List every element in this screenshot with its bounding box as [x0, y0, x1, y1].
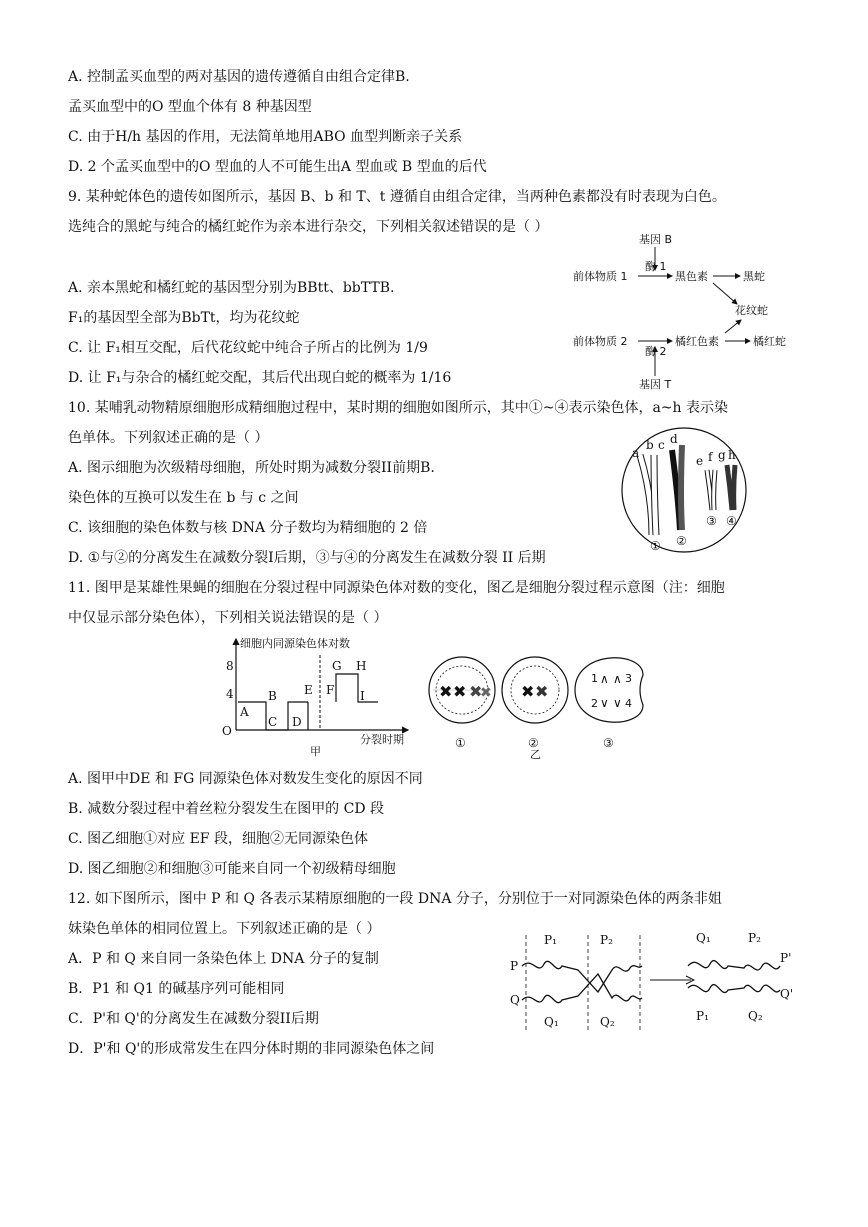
q-prime-label: Q'	[780, 987, 794, 1001]
option-c-q9: C. 让 F₁相互交配，后代花纹蛇中纯合子所占的比例为 1/9	[68, 340, 428, 356]
chromatid-c: c	[658, 438, 665, 452]
ytick-8: 8	[226, 659, 234, 673]
segment-label-d: D	[292, 715, 302, 729]
chart-caption-jia: 甲	[310, 745, 321, 758]
ytick-4: 4	[226, 687, 234, 701]
option-c-q8: C. 由于H/h 基因的作用，无法简单地用ABO 血型判断亲子关系	[68, 129, 463, 145]
chromatid-h: h	[728, 448, 736, 462]
black-pigment-label: 黑色素	[675, 270, 708, 283]
segment-label-g: G	[332, 659, 342, 673]
caption-yi: 乙	[530, 748, 541, 760]
cell-division-diagram	[425, 645, 655, 760]
chromosome-v-3: ∨	[600, 696, 609, 710]
chromosome-1: ①	[650, 539, 661, 553]
q1-label: Q₁	[544, 1015, 559, 1029]
segment-label-f: F	[326, 683, 335, 697]
question-9-stem: 9. 某种蛇体色的遗传如图所示，基因 B、b 和 T、t 遵循自由组合定律，当两种色素都没有时表现为白色。	[68, 189, 726, 205]
chromosome-v-2: ∧	[613, 672, 622, 686]
chromatid-g: g	[718, 448, 726, 462]
segment-label-i: I	[360, 689, 365, 703]
option-c-q12: C．P'和 Q'的分离发生在减数分裂II后期	[68, 1011, 319, 1027]
option-b-q10: 染色体的互换可以发生在 b 与 c 之间	[68, 490, 299, 506]
question-9-stem-2: 选纯合的黑蛇与纯合的橘红蛇作为亲本进行杂交，下列相关叙述错误的是（ ）	[68, 219, 549, 235]
p-label: P	[510, 959, 519, 973]
p1-label: P₁	[544, 933, 557, 947]
chromosome-x-5: ✖	[521, 682, 535, 701]
gene-t-label: 基因 T	[639, 378, 672, 391]
p1-right-label: P₁	[696, 1009, 709, 1023]
q-label: Q	[510, 993, 520, 1007]
cell-1-label: ①	[455, 736, 466, 750]
option-d-q12: D．P'和 Q'的形成常发生在四分体时期的非同源染色体之间	[68, 1041, 435, 1057]
gene-b-label: 基因 B	[639, 233, 673, 246]
cell-3	[575, 658, 643, 750]
enzyme1-label: 酶 1	[645, 260, 667, 273]
option-d-q11: D. 图乙细胞②和细胞③可能来自同一个初级精母细胞	[68, 861, 396, 877]
cell-3-label: ③	[603, 736, 614, 750]
enzyme2-label: 酶 2	[645, 345, 667, 358]
option-b-q11: B. 减数分裂过程中着丝粒分裂发生在图甲的 CD 段	[68, 801, 385, 817]
chromatid-f: f	[708, 450, 713, 464]
snake-pigment-diagram	[565, 228, 805, 393]
chromosome-x-1: ✖	[439, 682, 453, 701]
origin-label: O	[222, 724, 232, 738]
chromatid-b: b	[646, 438, 654, 452]
segment-label-b: B	[268, 689, 277, 703]
cell-2	[502, 657, 568, 760]
segment-label-e: E	[304, 683, 313, 697]
chromosome-v-1: ∧	[600, 672, 609, 686]
chromatid-e: e	[696, 454, 704, 468]
option-b-q12: B．P1 和 Q1 的碱基序列可能相同	[68, 981, 285, 997]
option-d-q10: D. ①与②的分离发生在减数分裂I后期，③与④的分离发生在减数分裂 II 后期	[68, 550, 546, 566]
orange-snake-label: 橘红蛇	[753, 335, 786, 348]
p2-label: P₂	[600, 933, 613, 947]
option-a-q9: A. 亲本黑蛇和橘红蛇的基因型分别为BBtt、bbTTB.	[68, 280, 395, 296]
p2-right-label: P₂	[748, 931, 761, 945]
chromosome-x-3: ✖	[469, 682, 483, 701]
x-axis-label: 分裂时期	[360, 733, 404, 746]
q2-right-label: Q₂	[748, 1009, 763, 1023]
option-a-q12: A．P 和 Q 来自同一条染色体上 DNA 分子的复制	[68, 951, 379, 967]
chromosome-x-2: ✖	[453, 682, 467, 701]
cell-3-chr-4: 4	[625, 697, 632, 710]
segment-label-a: A	[240, 705, 249, 719]
chromosome-4: ④	[726, 514, 737, 528]
black-snake-label: 黑蛇	[743, 270, 765, 283]
question-11-stem-2: 中仅显示部分染色体），下列相关说法错误的是（ ）	[68, 610, 388, 626]
cell-3-chr-2: 2	[591, 697, 598, 710]
orange-pigment-label: 橘红色素	[675, 335, 719, 348]
question-10-stem-2: 色单体。下列叙述正确的是（ ）	[68, 430, 269, 446]
question-12-stem: 12. 如下图所示，图中 P 和 Q 各表示某精原细胞的一段 DNA 分子，分别位于一对同源染色体的两条非姐	[68, 891, 722, 907]
option-a-q8: A. 控制孟买血型的两对基因的遗传遵循自由组合定律B.	[68, 69, 410, 85]
option-d-q9: D. 让 F₁与杂合的橘红蛇交配，其后代出现白蛇的概率为 1/16	[68, 370, 452, 386]
question-11-stem: 11. 图甲是某雄性果蝇的细胞在分裂过程中同源染色体对数的变化，图乙是细胞分裂过程示意图（注：细胞	[68, 580, 725, 596]
question-10-stem: 10. 某哺乳动物精原细胞形成精细胞过程中，某时期的细胞如图所示，其中①~④表示染色体，a~h 表示染	[68, 400, 728, 416]
chromosome-x-4: ✖	[480, 685, 492, 701]
chromosome-2: ②	[676, 534, 687, 548]
chromosome-3: ③	[706, 514, 717, 528]
option-a-q11: A. 图甲中DE 和 FG 同源染色体对数发生变化的原因不同	[68, 771, 423, 787]
cell-3-chr-1: 1	[591, 672, 598, 685]
option-c-q10: C. 该细胞的染色体数与核 DNA 分子数均为精细胞的 2 倍	[68, 520, 428, 536]
p-prime-label: P'	[780, 951, 792, 965]
chromosome-v-4: ∨	[613, 696, 622, 710]
cell-2-label: ②	[528, 736, 539, 750]
precursor1-label: 前体物质 1	[573, 270, 628, 283]
y-axis-label: 细胞内同源染色体对数	[240, 637, 350, 650]
option-d-q8: D. 2 个孟买血型中的O 型血的人不可能生出A 型血或 B 型血的后代	[68, 159, 487, 175]
option-b-q8: 孟买血型中的O 型血个体有 8 种基因型	[68, 99, 312, 115]
precursor2-label: 前体物质 2	[573, 335, 628, 348]
cell-3-chr-3: 3	[625, 672, 632, 685]
homologous-pairs-chart	[218, 633, 418, 758]
chromatid-d: d	[670, 432, 678, 446]
chromosome-x-6: ✖	[535, 682, 549, 701]
option-a-q10: A. 图示细胞为次级精母细胞，所处时期为减数分裂II前期B.	[68, 460, 435, 476]
question-12-stem-2: 妹染色单体的相同位置上。下列叙述正确的是（ ）	[68, 921, 381, 937]
cell-1	[429, 657, 495, 750]
segment-label-c: C	[268, 715, 278, 729]
chromatid-a: a	[632, 446, 640, 460]
segment-label-h: H	[356, 659, 367, 673]
q1-right-label: Q₁	[696, 931, 711, 945]
q2-label: Q₂	[600, 1015, 615, 1029]
option-b-q9: F₁的基因型全部为BbTt，均为花纹蛇	[68, 310, 300, 326]
cell-chromosome-diagram	[612, 425, 762, 555]
pattern-snake-label: 花纹蛇	[735, 304, 768, 317]
dna-crossover-diagram	[508, 930, 808, 1035]
option-c-q11: C. 图乙细胞①对应 EF 段，细胞②无同源染色体	[68, 831, 368, 847]
